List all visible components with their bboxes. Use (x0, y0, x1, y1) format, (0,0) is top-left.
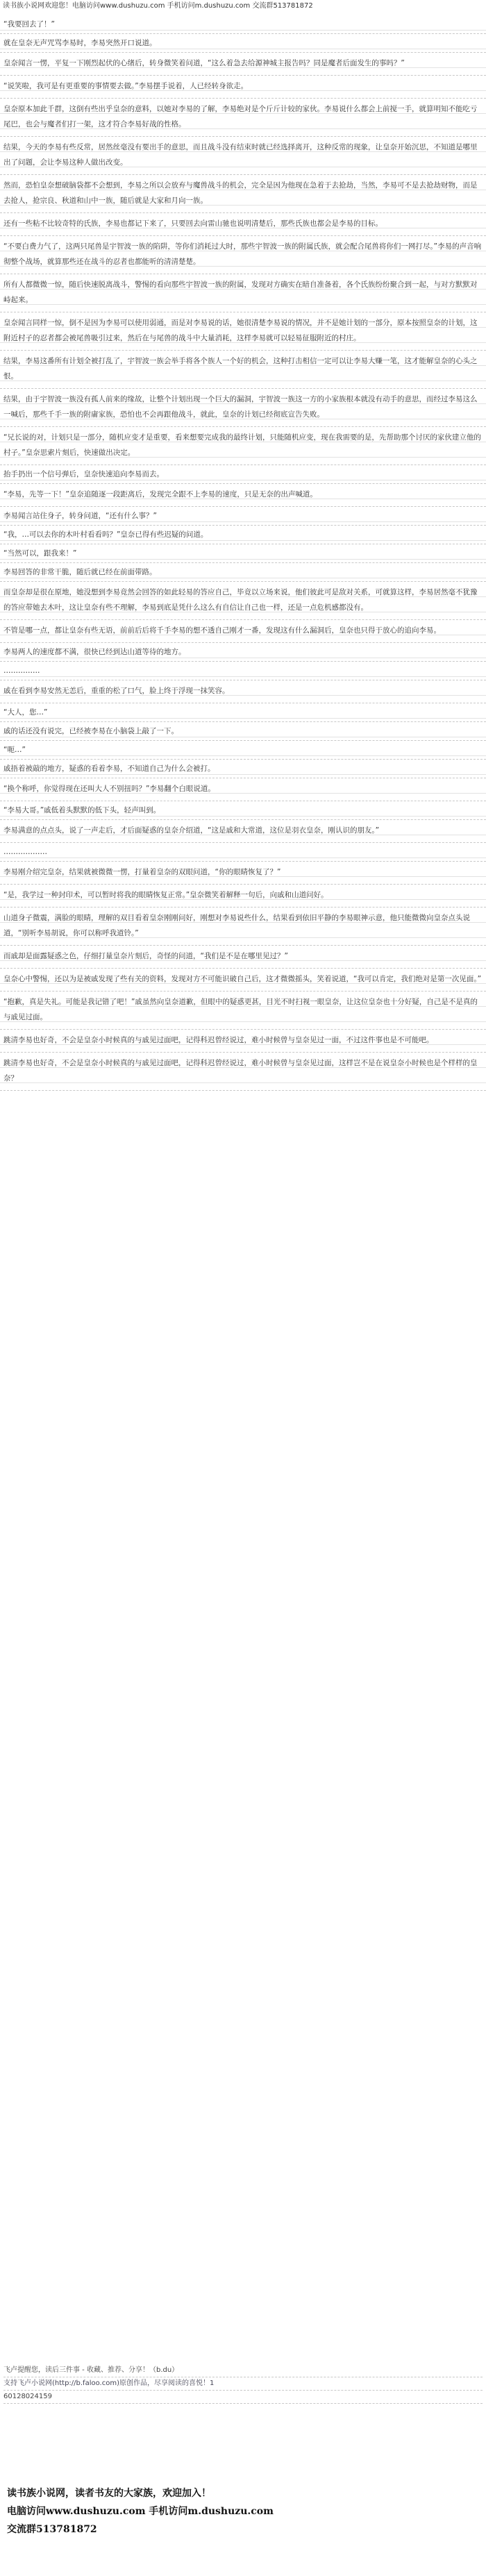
story-paragraph: 戚捂着被敲的地方，疑惑的看着李易，不知道自己为什么会被打。 (0, 760, 486, 778)
story-paragraph: “抱歉，真是失礼。可能是我记错了吧！”戚虽然向皇奈道歉，但眼中的疑惑更甚，目光不时扫视一眼皇奈，让这位皇奈也十分好疑，自己是不是真的与戚见过面。 (0, 992, 486, 1030)
story-paragraph: 跳清李易也好奇，不会是皇奈小时候真的与戚见过面吧，记得科迟曾经说过，难小时候曾与皇奈见过一面，不过这件事也是不可能吧。 (0, 1030, 486, 1053)
story-paragraph: “大人，您…” (0, 703, 486, 722)
story-paragraph: “李易大哥。”戚低着头默默的低下头，轻声叫到。 (0, 801, 486, 820)
story-paragraph: “我要回去了！” (0, 15, 486, 34)
reading-reminder: 飞卢提醒您，读后三件事 - 收藏、推荐、分享！（b.du） (3, 2364, 483, 2377)
story-paragraph: “不要白费力气了，这两只尾兽是宇智波一族的陷阱，等你们消耗过大时，那些宇智波一族的附属氏族，就会配合尾兽将你们一网打尽。”李易的声音响彻整个战场，就算那些还在战斗的忍者也都能听的清清楚楚。 (0, 236, 486, 274)
story-paragraph: 就在皇奈无声咒骂李易时，李易突然开口说道。 (0, 34, 486, 53)
story-paragraph: 还有一些粘不比较奇特的氏族，李易也都记下来了，只要回去向雷山驰也说明清楚后，那些氏族也都会是李易的目标。 (0, 213, 486, 236)
story-paragraph: 结果，李易这番所有计划全被打乱了，宇智波一族会举手将各个族人一个好的机会，这种打击相信一定可以让李易大赚一笔，这才能解皇奈的心头之恨。 (0, 351, 486, 389)
story-paragraph: 而皇奈却是很在原地，她没想到李易竟然会回答的如此轻易的答应自己，毕竟以立场来说，他们彼此可是敌对关系，可就算这样，李易居然毫不犹豫的答应带她去木叶，这让皇奈有些不理解，李易到底是凭什么这么有自信让自己也一样，还是一点危机感都没有。 (0, 582, 486, 620)
story-paragraph: 皇奈闻言一愣，平复一下刚烈起伏的心绪后，转身微笑着问道，“这么着急去给源神城主报告吗？同是魔者后面发生的事吗？” (0, 53, 486, 76)
story-paragraph: 戚在看到李易安然无恙后，重重的松了口气，脸上终于浮现一抹笑容。 (0, 680, 486, 703)
story-paragraph: “是，我学过一种封印术，可以暂时将我的眼睛恢复正常。”皇奈微笑着解释一句后，向戚和山道问好。 (0, 885, 486, 908)
story-paragraph: 皇奈闻言同样一惊，倒不是因为李易可以使用弱通，而是对李易说的话，她很清楚李易说的情况，并不是她计划的一部分，原本按照皇奈的计划，这附近村子的忍者都会被尾兽吸引过来，然后在与尾兽的战斗中大量消耗，这样李易就可以轻易征服附近的村庄。 (0, 312, 486, 351)
story-paragraph: “说笑啦，我可是有更重要的事情要去做。”李易摆手说着，人已经转身欲走。 (0, 76, 486, 99)
site-header-banner: 读书族小说网欢迎您！电脑访问www.dushuzu.com 手机访问m.dushuzu.com 交流群513781872 (3, 2, 313, 10)
story-paragraph: 所有人都微微一惊，随后快速脱离战斗，警惕的看向那些宇智波一族的附属，发现对方确实在暗自准备着，各个氏族纷纷聚合到一起，与对方默默对峙起来。 (0, 274, 486, 312)
promo-welcome: 读书族小说网，读者书友的大家族，欢迎加入！ (7, 2488, 211, 2499)
story-paragraph: 皇奈原本加此千群，这倒有些出乎皇奈的意料，以她对李易的了解，李易绝对是个斤斤计较的家伙。李易说什么都会上前搅一手，就算明知不能吃亏尾巴，也会与魔者们打一架，这才符合李易好战的性格。 (0, 99, 486, 137)
story-paragraph: 结果，今天的李易有些反常，居然丝毫没有要出手的意思，而且战斗没有结束时就已经选择离开，这种反常的现象，让皇奈开始沉思，不知道是哪里出了问题，会让李易这种人做出改变。 (0, 137, 486, 175)
story-paragraph: 李易两人的速度都不满，很快已经到达山道等待的地方。 (0, 643, 486, 662)
story-paragraph: …………… (0, 662, 486, 680)
story-paragraph: ……………… (0, 843, 486, 862)
story-paragraph: 李易回答的非常干脆，随后就已经在前面带路。 (0, 563, 486, 582)
footer-id: 60128024159 (3, 2391, 483, 2404)
footer-notes (3, 2364, 483, 2404)
story-paragraph: “李易，先等一下！”皇奈追随逐一段距离后，发现完全跟不上李易的速度，只是无奈的出声喊道。 (0, 484, 486, 507)
story-paragraph: “呃…” (0, 741, 486, 760)
story-paragraph: “我，…可以去你的木叶村看看吗？”皇奈已得有些迟疑的问道。 (0, 526, 486, 544)
story-paragraph: 李易满意的点点头，说了一声走后，才后面疑惑的皇奈介绍道，“这是戚和大常道，这位是羽衣皇奈，刚认识的朋友。” (0, 820, 486, 843)
story-paragraph: 李易刚介绍完皇奈，结果就被微微一愣，打量着皇奈的双眼问道，“你的眼睛恢复了？” (0, 862, 486, 885)
story-paragraph: 而戚却是面露疑惑之色，仔细打量皇奈片刻后，奇怪的问道，“我们是不是在哪里见过？” (0, 946, 486, 969)
promo-urls[interactable]: 电脑访问www.dushuzu.com 手机访问m.dushuzu.com (7, 2506, 274, 2517)
chapter-content (0, 15, 486, 1091)
story-paragraph: 然而，恐怕皇奈想破脑袋都不会想到，李易之所以会放弃与魔兽战斗的机会，完全是因为他现在急着于去抢劫，当然，李易可不是去抢劫财物，而是去抢人，抢宗良、秋道和山中一族，随后就是大家和月向一族。 (0, 175, 486, 213)
story-paragraph: 山道身子微震，满脸的眼睛，理解的双目看着皇奈刚刚问好，刚想对李易说些什么，结果看到依旧平静的李易眼神示意，他只能微微向皇奈点头说道，“别听李易胡说，你可以称呼我道铃。” (0, 908, 486, 946)
story-paragraph: 结果，由于宇智波一族没有孤人前来的缘故，让整个计划出现一个巨大的漏洞，宇智波一族这一方的小家族根本就没有动手的意思，而经过李易这么一喊后，那些千手一族的附庸家族，恐怕也不会再跟他战斗，就此，皇奈的计划已经彻底宣告失败。 (0, 389, 486, 427)
story-paragraph: 跳清李易也好奇，不会是皇奈小时候真的与戚见过面吧，记得科迟曾经说过，难小时候曾与皇奈见过面，这样岂不是在说皇奈小时候也是个样样的皇奈？ (0, 1053, 486, 1091)
promo-block (7, 2484, 479, 2539)
story-paragraph: 不管是哪一点，都让皇奈有些无语，前前后后将千手李易的想不透自己刚才一番，发现这有什么漏洞后，皇奈也只得于放心的追向李易。 (0, 620, 486, 643)
story-paragraph: “当然可以，跟我来！” (0, 544, 486, 563)
story-paragraph: 抬手扔出一个信号弹后，皇奈快速追向李易而去。 (0, 465, 486, 484)
story-paragraph: 皇奈心中警惕，还以为是被戚发现了些有关的资料，发现对方不可能识破自己后，这才微微摇头，笑着说道，“我可以肯定，我们绝对是第一次见面。” (0, 969, 486, 992)
story-paragraph: “换个称呼，你觉得现在还叫大人不别扭吗？”李易翻个白眼说道。 (0, 778, 486, 801)
story-paragraph: 李易闻言站住身子，转身问道，“还有什么事？” (0, 507, 486, 526)
story-paragraph: 戚的话还没有说完，已经被李易在小脑袋上敲了一下。 (0, 722, 486, 741)
support-link[interactable]: 支持飞卢小说网(http://b.faloo.com)原创作品，尽享阅读的喜悦！1 (3, 2377, 483, 2391)
promo-group: 交流群513781872 (7, 2524, 97, 2535)
story-paragraph: “兄长说的对，计划只是一部分，随机应变才是重要，看来想要完成我的最终计划，只能随机应变，现在我需要的是，先帮助那个讨厌的家伙建立他的村子。”皇奈思索片刻后，快速做出决定。 (0, 427, 486, 465)
